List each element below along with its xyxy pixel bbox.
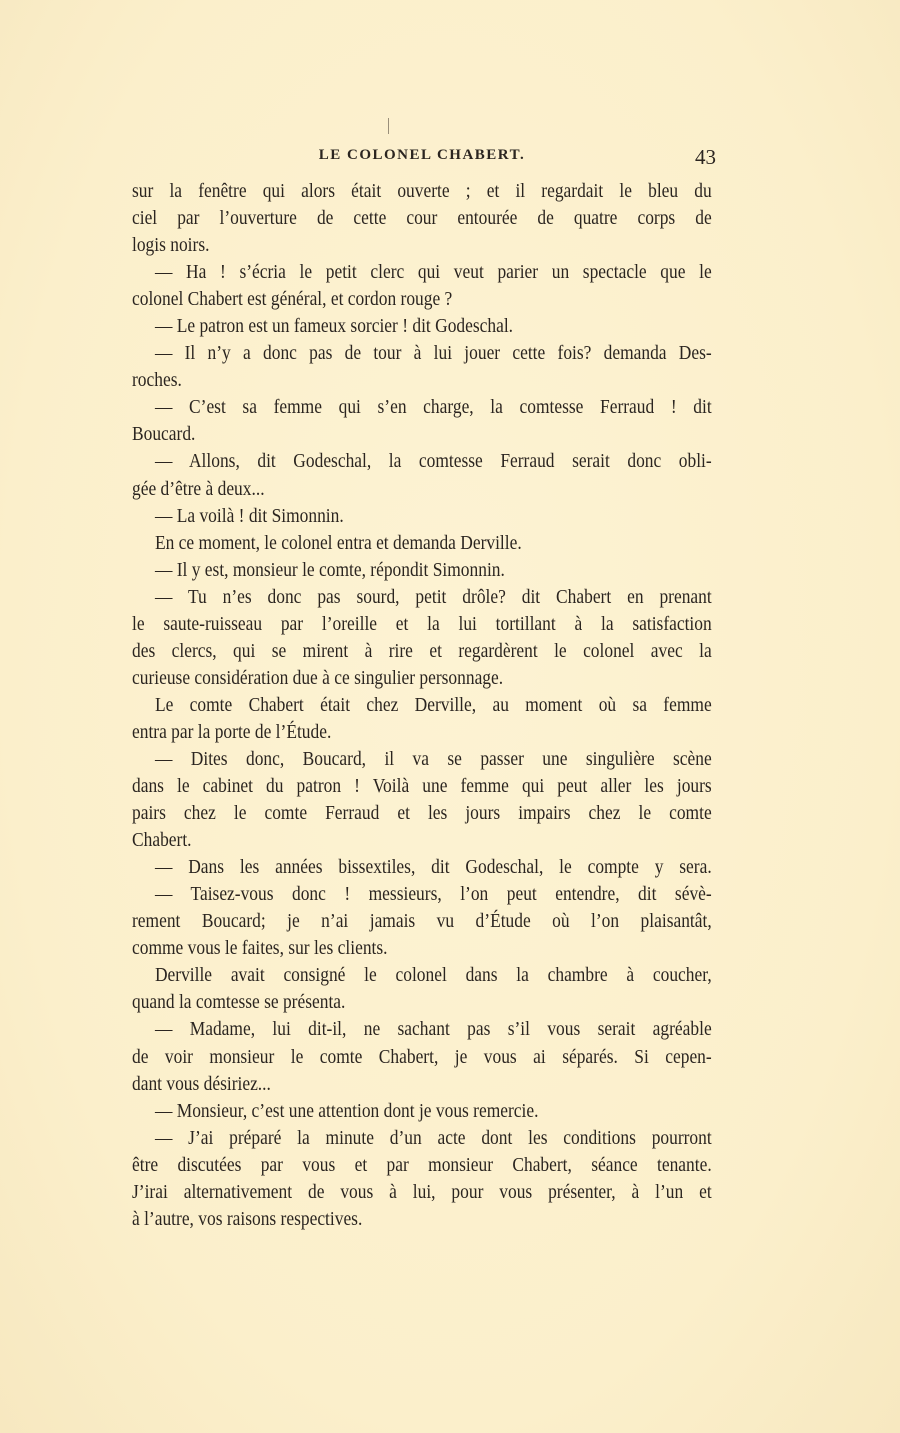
text-line: rement Boucard; je n’ai jamais vu d’Étude où l’on plaisantât, <box>132 910 712 933</box>
text-line: — Monsieur, c’est une attention dont je vous remercie. <box>154 1099 539 1122</box>
text-line: comme vous le faites, sur les clients. <box>132 937 388 960</box>
text-line: Chabert. <box>132 829 192 852</box>
text-line: — Tu n’es donc pas sourd, petit drôle? dit Chabert en prenant <box>154 585 712 608</box>
text-line: entra par la porte de l’Étude. <box>132 720 332 743</box>
text-line: — Dans les années bissextiles, dit Godeschal, le compte y sera. <box>154 856 712 879</box>
text-line: Derville avait consigné le colonel dans la chambre à coucher, <box>154 964 712 987</box>
body-text <box>132 178 712 1233</box>
text-line: — Ha ! s’écria le petit clerc qui veut parier un spectacle que le <box>154 261 712 284</box>
text-line: roches. <box>132 369 182 392</box>
text-line: En ce moment, le colonel entra et demanda Derville. <box>154 531 522 554</box>
text-line: sur la fenêtre qui alors était ouverte ; et il regardait le bleu du <box>132 180 712 202</box>
text-line: logis noirs. <box>132 234 210 257</box>
text-line: pairs chez le comte Ferraud et les jours impairs chez le comte <box>132 802 712 825</box>
text-line: colonel Chabert est général, et cordon rouge ? <box>132 288 453 311</box>
text-line: — Dites donc, Boucard, il va se passer une singulière scène <box>154 747 712 770</box>
text-line: dans le cabinet du patron ! Voilà une femme qui peut aller les jours <box>132 775 712 798</box>
text-line: à l’autre, vos raisons respectives. <box>132 1207 363 1230</box>
scan-mark <box>388 118 389 134</box>
text-line: dant vous désiriez... <box>132 1072 271 1095</box>
text-line: — Le patron est un fameux sorcier ! dit Godeschal. <box>154 315 514 338</box>
text-line: — Il y est, monsieur le comte, répondit Simonnin. <box>154 558 505 581</box>
text-line: Le comte Chabert était chez Derville, au moment où sa femme <box>154 693 712 716</box>
text-line: le saute-ruisseau par l’oreille et la lui tortillant à la satisfaction <box>132 612 712 635</box>
text-line: — Taisez-vous donc ! messieurs, l’on peut entendre, dit sévè- <box>154 883 712 906</box>
text-line: — Madame, lui dit-il, ne sachant pas s’il vous serait agréable <box>154 1018 712 1041</box>
text-line: des clercs, qui se mirent à rire et regardèrent le colonel avec la <box>132 639 712 662</box>
text-line: — La voilà ! dit Simonnin. <box>154 504 344 527</box>
text-line: — Allons, dit Godeschal, la comtesse Ferraud serait donc obli- <box>154 450 712 473</box>
text-line: — C’est sa femme qui s’en charge, la comtesse Ferraud ! dit <box>154 396 712 419</box>
page-header <box>132 145 716 169</box>
text-line: — J’ai préparé la minute d’un acte dont les conditions pourront <box>154 1126 712 1149</box>
text-line: gée d’être à deux... <box>132 477 265 500</box>
text-line: Boucard. <box>132 423 196 446</box>
text-line: quand la comtesse se présenta. <box>132 991 346 1014</box>
text-line: curieuse considération due à ce singulier personnage. <box>132 666 504 689</box>
text-line: J’irai alternativement de vous à lui, pour vous présenter, à l’un et <box>132 1180 712 1203</box>
text-line: — Il n’y a donc pas de tour à lui jouer cette fois? demanda Des- <box>154 342 712 365</box>
running-title: LE COLONEL CHABERT. <box>318 147 526 163</box>
text-line: ciel par l’ouverture de cette cour entourée de quatre corps de <box>132 207 712 230</box>
page-number: 43 <box>695 145 716 169</box>
text-line: de voir monsieur le comte Chabert, je vous ai séparés. Si cepen- <box>132 1045 712 1068</box>
text-line: être discutées par vous et par monsieur Chabert, séance tenante. <box>132 1153 712 1176</box>
